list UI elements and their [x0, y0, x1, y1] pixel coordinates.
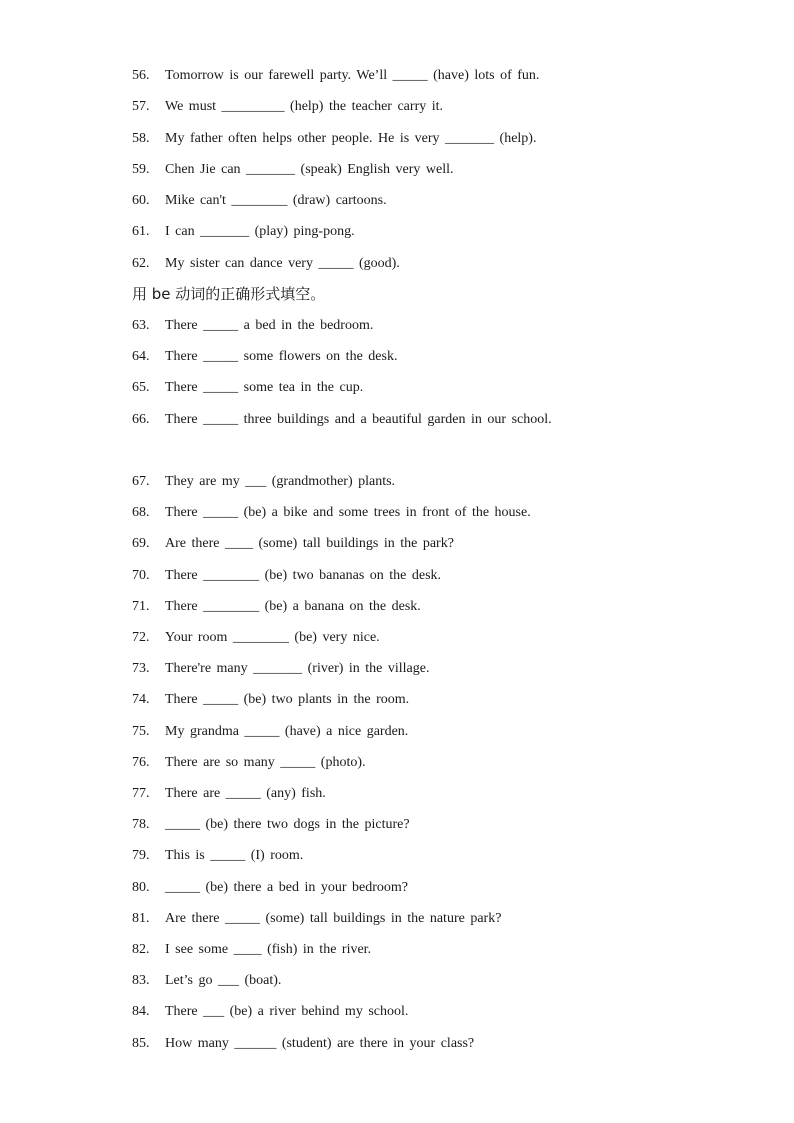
- exercise-item: [132, 535, 754, 553]
- item-number: 63.: [132, 318, 150, 333]
- exercise-item: [132, 910, 754, 928]
- exercise-item: [132, 161, 754, 179]
- item-text: There ________ (be) a banana on the desk.: [165, 599, 421, 614]
- item-text: My grandma _____ (have) a nice garden.: [165, 724, 409, 739]
- item-text: Tomorrow is our farewell party. We’ll _____ (have) lots of fun.: [165, 68, 540, 83]
- item-text: There _____ some flowers on the desk.: [165, 349, 398, 364]
- exercise-item: [132, 847, 754, 865]
- exercise-item: [132, 598, 754, 616]
- section-heading: 用 be 动词的正确形式填空。: [132, 285, 326, 303]
- item-text: There _____ a bed in the bedroom.: [165, 318, 374, 333]
- exercise-item: [132, 348, 754, 366]
- item-number: 64.: [132, 349, 150, 364]
- item-number: 65.: [132, 380, 150, 395]
- item-text: Your room ________ (be) very nice.: [165, 630, 380, 645]
- item-number: 59.: [132, 162, 150, 177]
- exercise-item: [132, 130, 754, 148]
- item-text: There _____ some tea in the cup.: [165, 380, 364, 395]
- item-number: 81.: [132, 911, 150, 926]
- item-text: I can _______ (play) ping-pong.: [165, 224, 355, 239]
- item-number: 79.: [132, 848, 150, 863]
- item-text: There're many _______ (river) in the village.: [165, 661, 430, 676]
- item-number: 62.: [132, 256, 150, 271]
- exercise-item: [132, 473, 754, 491]
- item-number: 78.: [132, 817, 150, 832]
- item-number: 71.: [132, 599, 150, 614]
- exercise-item: [132, 223, 754, 241]
- item-text: My father often helps other people. He is very _______ (help).: [165, 131, 537, 146]
- exercise-item: [132, 941, 754, 959]
- exercise-item: [132, 192, 754, 210]
- exercise-item: [132, 98, 754, 116]
- item-number: 76.: [132, 755, 150, 770]
- exercise-item: [132, 785, 754, 803]
- item-text: _____ (be) there a bed in your bedroom?: [165, 880, 408, 895]
- exercise-item: [132, 411, 754, 429]
- item-text: There ________ (be) two bananas on the desk.: [165, 568, 442, 583]
- item-number: 80.: [132, 880, 150, 895]
- exercise-item: [132, 691, 754, 709]
- item-number: 72.: [132, 630, 150, 645]
- item-text: There ___ (be) a river behind my school.: [165, 1004, 409, 1019]
- item-number: 73.: [132, 661, 150, 676]
- item-number: 75.: [132, 724, 150, 739]
- exercise-item: [132, 879, 754, 897]
- item-text: _____ (be) there two dogs in the picture?: [165, 817, 410, 832]
- exercise-item: [132, 379, 754, 397]
- exercise-item: [132, 816, 754, 834]
- exercise-item: [132, 754, 754, 772]
- item-text: Let’s go ___ (boat).: [165, 973, 282, 988]
- item-number: 58.: [132, 131, 150, 146]
- exercise-item: [132, 723, 754, 741]
- item-number: 84.: [132, 1004, 150, 1019]
- item-text: This is _____ (I) room.: [165, 848, 304, 863]
- exercise-item: [132, 1003, 754, 1021]
- item-number: 56.: [132, 68, 150, 83]
- item-text: There _____ three buildings and a beautiful garden in our school.: [165, 412, 552, 427]
- item-number: 60.: [132, 193, 150, 208]
- item-text: How many ______ (student) are there in your class?: [165, 1036, 475, 1051]
- exercise-item: [132, 629, 754, 647]
- item-number: 83.: [132, 973, 150, 988]
- exercise-item: [132, 504, 754, 522]
- exercise-item: [132, 317, 754, 335]
- item-text: There are so many _____ (photo).: [165, 755, 366, 770]
- item-number: 74.: [132, 692, 150, 707]
- item-text: Are there ____ (some) tall buildings in the park?: [165, 536, 454, 551]
- item-text: There are _____ (any) fish.: [165, 786, 326, 801]
- exercise-item: [132, 1035, 754, 1053]
- item-number: 70.: [132, 568, 150, 583]
- item-text: There _____ (be) two plants in the room.: [165, 692, 410, 707]
- exercise-item: [132, 972, 754, 990]
- item-number: 66.: [132, 412, 150, 427]
- exercise-item: [132, 255, 754, 273]
- item-number: 85.: [132, 1036, 150, 1051]
- item-number: 82.: [132, 942, 150, 957]
- item-number: 69.: [132, 536, 150, 551]
- item-text: There _____ (be) a bike and some trees in front of the house.: [165, 505, 531, 520]
- item-number: 67.: [132, 474, 150, 489]
- exercise-item: [132, 567, 754, 585]
- item-text: My sister can dance very _____ (good).: [165, 256, 400, 271]
- item-text: Are there _____ (some) tall buildings in the nature park?: [165, 911, 502, 926]
- item-number: 61.: [132, 224, 150, 239]
- item-text: They are my ___ (grandmother) plants.: [165, 474, 396, 489]
- item-text: I see some ____ (fish) in the river.: [165, 942, 372, 957]
- exercise-item: [132, 67, 754, 85]
- exercise-item: [132, 660, 754, 678]
- item-number: 57.: [132, 99, 150, 114]
- item-text: Chen Jie can _______ (speak) English very well.: [165, 162, 454, 177]
- item-text: We must _________ (help) the teacher carry it.: [165, 99, 444, 114]
- item-number: 68.: [132, 505, 150, 520]
- item-number: 77.: [132, 786, 150, 801]
- item-text: Mike can't ________ (draw) cartoons.: [165, 193, 387, 208]
